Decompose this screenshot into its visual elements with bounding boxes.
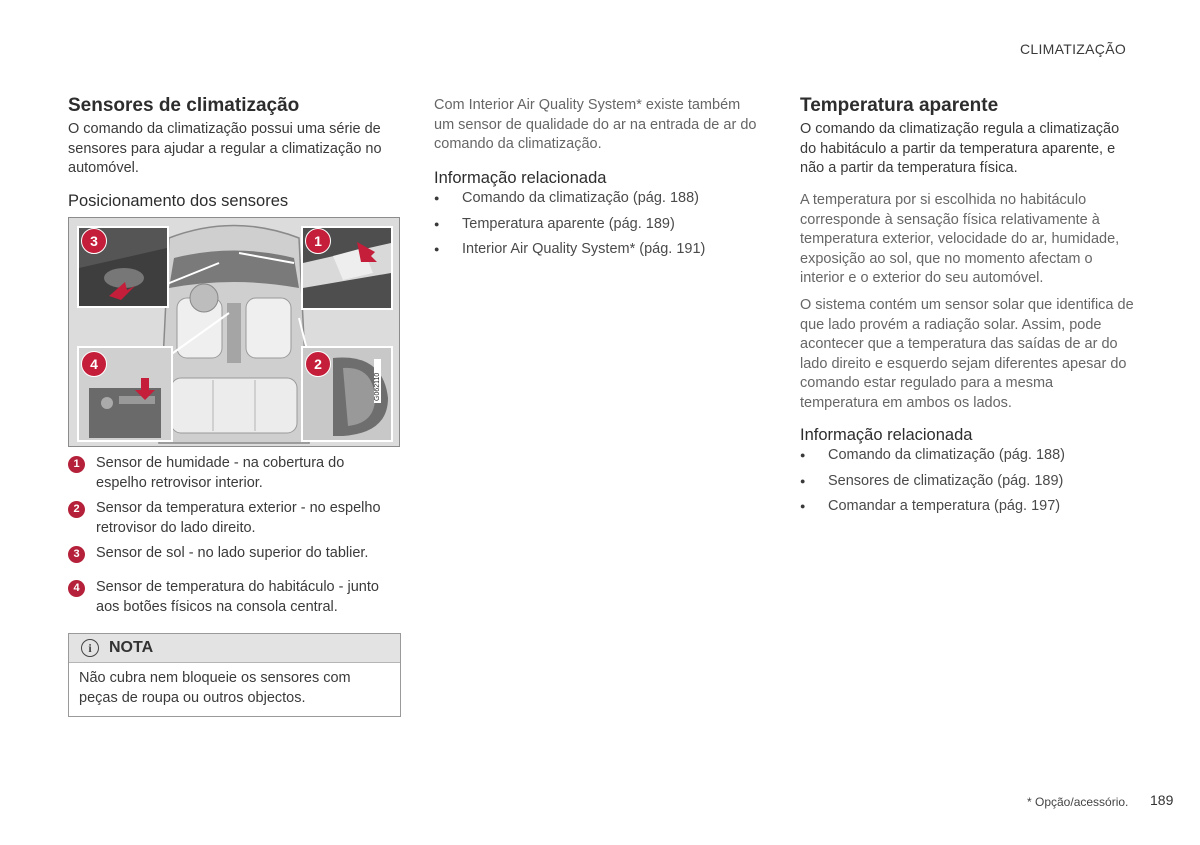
related-link[interactable]: ● Sensores de climatização (pág. 189) [800, 472, 1130, 492]
sensor-item-4 [68, 578, 398, 617]
sensor-list [68, 454, 398, 623]
sensor-description: Sensor de humidade - na cobertura do espelho retrovisor interior. [96, 455, 345, 491]
sensor-description: Sensor da temperatura exterior - no espelho retrovisor do lado direito. [96, 500, 381, 536]
figure-badge-3: 3 [81, 228, 107, 254]
section-title-apparent-temp: Temperatura aparente [800, 95, 999, 116]
apparent-temp-paragraph-2: O sistema contém um sensor solar que identifica de que lado provém a radiação solar. Assim, pode acontecer que a temperatura das saídas de ar do lado direito e esquerdo sejam diferentes apesar do comando estar regulado para a mesma temperatura em ambos os lados. [800, 297, 1134, 411]
section-title-sensors: Sensores de climatização [68, 95, 300, 116]
sensor-item-2 [68, 499, 398, 538]
related-info-title: Informação relacionada [434, 169, 607, 187]
note-title: NOTA [109, 639, 154, 656]
sensor-number-badge: 1 [68, 456, 85, 473]
page-number: 189 [1150, 792, 1174, 808]
related-link[interactable]: ● Comando da climatização (pág. 188) [800, 446, 1130, 466]
footer-option-note: * Opção/acessório. [1027, 795, 1129, 809]
iaqs-paragraph: Com Interior Air Quality System* existe também um sensor de qualidade do ar na entrada de ar do comando da climatização. [434, 97, 757, 153]
sensor-description: Sensor de temperatura do habitáculo - junto aos botões físicos na consola central. [96, 578, 379, 615]
apparent-temp-paragraph-1: A temperatura por si escolhida no habitáculo corresponde à sensação física relativamente à temperatura exterior, velocidade do ar, humidade, exposição ao sol, que no momento afectam o interior e o exterior do seu automóvel. [800, 192, 1120, 287]
sensor-number-badge: 2 [68, 501, 85, 518]
related-info-title: Informação relacionada [800, 426, 973, 444]
sensor-location-figure [68, 217, 400, 447]
figure-badge-1: 1 [305, 228, 331, 254]
related-info-list [800, 446, 1130, 523]
note-header [69, 634, 400, 663]
sensor-description: Sensor de sol - no lado superior do tablier. [96, 545, 369, 562]
info-icon: i [81, 639, 99, 657]
apparent-temp-intro: O comando da climatização regula a climatização do habitáculo a partir da temperatura aparente, e não a partir da temperatura física. [800, 121, 1120, 177]
related-link[interactable]: ● Temperatura aparente (pág. 189) [434, 215, 764, 235]
sensor-item-3 [68, 544, 398, 564]
related-info-list [434, 189, 764, 266]
related-link[interactable]: ● Interior Air Quality System* (pág. 191) [434, 240, 764, 260]
note-text: Não cubra nem bloqueie os sensores com peças de roupa ou outros objectos. [79, 670, 351, 706]
note-box [68, 633, 401, 717]
related-link[interactable]: ● Comandar a temperatura (pág. 197) [800, 497, 1130, 517]
sensor-item-1 [68, 454, 398, 493]
sensor-number-badge: 3 [68, 546, 85, 563]
sensor-number-badge: 4 [68, 580, 85, 597]
related-link[interactable]: ● Comando da climatização (pág. 188) [434, 189, 764, 209]
figure-badge-4: 4 [81, 351, 107, 377]
figure-badge-2: 2 [305, 351, 331, 377]
subtitle-positioning: Posicionamento dos sensores [68, 192, 289, 210]
section-header: CLIMATIZAÇÃO [1020, 41, 1127, 57]
intro-paragraph: O comando da climatização possui uma série de sensores para ajudar a regular a climatização no automóvel. [68, 121, 382, 177]
figure-code: G062110 [374, 359, 381, 403]
